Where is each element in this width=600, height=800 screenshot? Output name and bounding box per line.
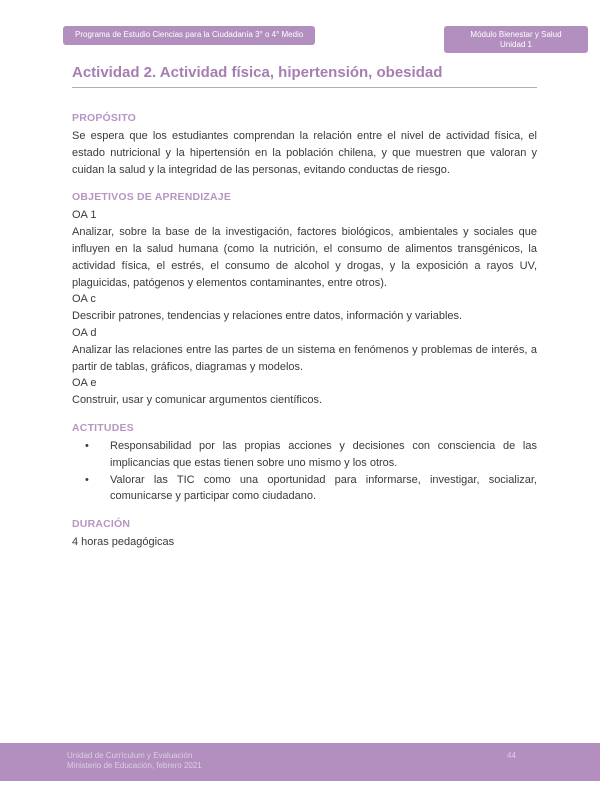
oa-text: Describir patrones, tendencias y relaciones entre datos, información y variables. [72, 310, 463, 323]
footer-credits [67, 751, 202, 771]
oa-item [72, 207, 537, 291]
footer-org: Unidad de Currículum y Evaluación [67, 751, 193, 760]
objetivos-list [72, 207, 537, 409]
proposito-body: Se espera que los estudiantes comprendan la relación entre el nivel de actividad física, el estado nutricional y la hipertensión en la población chilena, y que muestren que valoran y cuidan la salud y la integridad de las personas, evitando conductas de riesgo. [72, 130, 537, 176]
oa-text: Construir, usar y comunicar argumentos científicos. [72, 394, 323, 407]
footer-ministry: Ministerio de Educación, febrero 2021 [67, 761, 202, 770]
actitud-text: Valorar las TIC como una oportunidad para informarse, investigar, socializar, comunicarse y participar como ciudadano. [110, 473, 537, 503]
actitudes-heading: ACTITUDES [72, 421, 134, 434]
actitudes-list [72, 438, 537, 505]
program-badge: Programa de Estudio Ciencias para la Ciudadanía 3° o 4° Medio [63, 26, 315, 45]
bullet-icon: • [85, 439, 89, 452]
oa-item [72, 325, 537, 375]
objetivos-heading: OBJETIVOS DE APRENDIZAJE [72, 191, 232, 204]
oa-code: OA 1 [72, 209, 97, 222]
proposito-heading: PROPÓSITO [72, 112, 137, 124]
module-badge-unit: Unidad 1 [499, 39, 533, 49]
actitud-text: Responsabilidad por las propias acciones y decisiones con consciencia de las implicancias que estas tienen sobre uno mismo y los otros. [110, 439, 537, 469]
oa-code: OA c [72, 293, 96, 306]
oa-text: Analizar, sobre la base de la investigación, factores biológicos, ambientales y sociales que influyen en la salud humana (como la nutrición, el consumo de alimentos transgénicos, la actividad física, el estrés, el consumo de alcohol y drogas, y la exposición a rayos UV, plaguicidas, patógenos y elementos contaminantes, entre otros). [72, 226, 537, 289]
page-number: 44 [507, 751, 516, 760]
page-footer [0, 743, 600, 781]
duracion-heading: DURACIÓN [72, 518, 131, 531]
duracion-body: 4 horas pedagógicas [72, 536, 175, 549]
oa-item [72, 291, 537, 325]
activity-title: Actividad 2. Actividad física, hipertensión, obesidad [72, 63, 537, 88]
module-badge-title: Módulo Bienestar y Salud [470, 30, 562, 39]
actitud-item [72, 438, 537, 472]
bullet-icon: • [85, 473, 89, 486]
oa-code: OA d [72, 326, 97, 339]
oa-code: OA e [72, 377, 97, 390]
document-content [72, 0, 537, 551]
oa-item [72, 375, 537, 409]
oa-text: Analizar las relaciones entre las partes de un sistema en fenómenos y problemas de interés, a partir de tablas, gráficos, diagramas y modelos. [72, 343, 537, 373]
actitud-item [72, 472, 537, 506]
